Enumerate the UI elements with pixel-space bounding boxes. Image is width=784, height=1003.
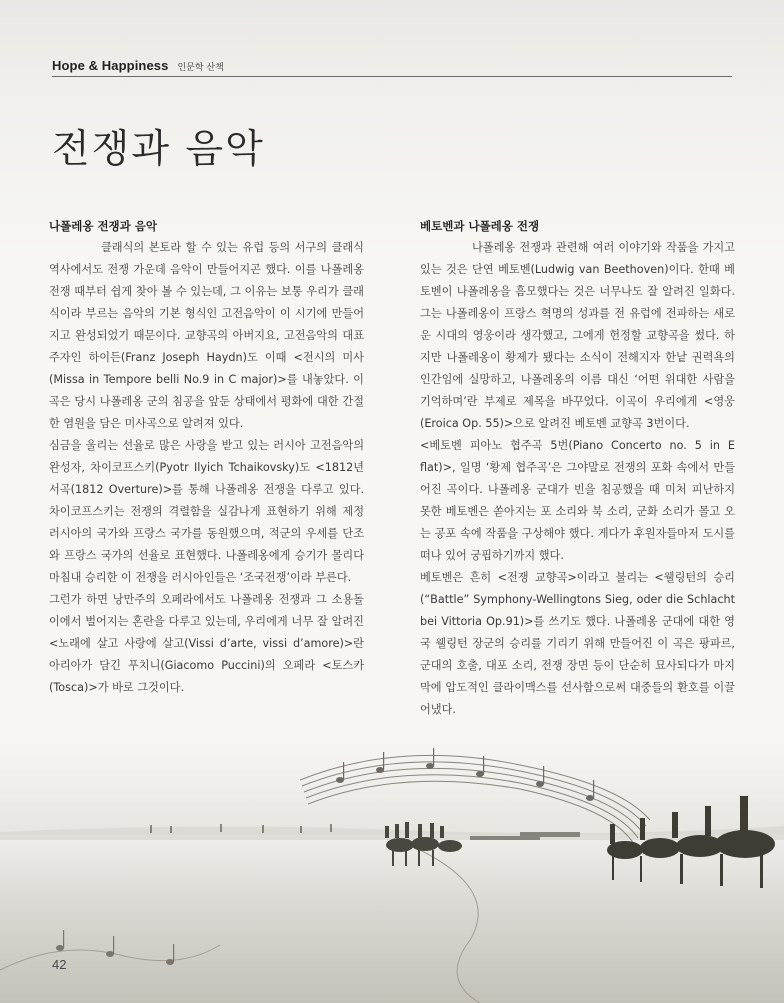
right-column — [420, 217, 735, 721]
left-column — [49, 217, 364, 699]
paragraph: 클래식의 본토라 할 수 있는 유럽 등의 서구의 클래식 역사에서도 전쟁 가운데 음악이 만들어지곤 했다. 이를 나폴레옹 전쟁 때부터 쉽게 찾아 볼 수 있는데, 그 이유는 보통 우리가 클래식이라 부르는 음악의 기본 형식인 고전음악이 이 시기에 만들어지고 완성되었기 때문이다. 교향곡의 아버지요, 고전음악의 대표 주자인 하이든(Franz Joseph Haydn)도 이때 <전시의 미사(Missa in Tempore belli No.9 in C major)>를 내놓았다. 이 곡은 당시 나폴레옹 군의 침공을 앞둔 상태에서 평화에 대한 간절한 염원을 담은 미사곡으로 알려져 있다. — [49, 241, 364, 430]
paragraph: 그런가 하면 낭만주의 오페라에서도 나폴레옹 전쟁과 그 소용돌이에서 벌어지는 혼란을 다루고 있는데, 우리에게 너무 잘 알려진 <노래에 살고 사랑에 살고(Vissi d’arte, vissi d’amore)>란 아리아가 담긴 푸치니(Giacomo Puccini)의 오페라 <토스카(Tosca)>가 바로 그것이다. — [49, 593, 364, 694]
paragraph: 심금을 울리는 선율로 많은 사랑을 받고 있는 러시아 고전음악의 완성자, 차이코프스키(Pyotr Ilyich Tchaikovsky)도 <1812년 서곡(1812 Overture)>를 통해 나폴레옹 전쟁을 다루고 있다. 차이코프스키는 전쟁의 격렬함을 실감나게 표현하기 위해 제정 러시아의 국가와 프랑스 국가를 동원했으며, 적군의 우세를 단조와 프랑스 국가의 선율로 표현했다. 나폴레옹에게 승기가 몰리다 마침내 승리한 이 전쟁을 러시아인들은 ‘조국전쟁’이라 부른다. — [49, 439, 364, 584]
magazine-title: Hope & Happiness — [52, 58, 169, 73]
left-column-heading: 나폴레옹 전쟁과 음악 — [49, 219, 157, 233]
article-title: 전쟁과 음악 — [52, 127, 265, 172]
sky — [0, 740, 784, 840]
paragraph: 나폴레옹 전쟁과 관련해 여러 이야기와 작품을 가지고 있는 것은 단연 베토벤(Ludwig van Beethoven)이다. 한때 베토벤이 나폴레옹을 흠모했다는 것은 너무나도 잘 알려진 일화다. 그는 나폴레옹이 프랑스 혁명의 성과를 전 유럽에 전파하는 새로운 시대의 영웅이라 생각했고, 그에게 헌정할 교향곡을 썼다. 하지만 나폴레옹이 황제가 됐다는 소식이 전해지자 한낱 권력욕의 인간임에 실망하고, 나폴레옹의 이름 대신 ‘어떤 위대한 사람을 기억하며’란 부제로 제목을 바꾸었다. 이곡이 우리에게 <영웅(Eroica Op. 55)>으로 알려진 베토벤 교향곡 3번이다. — [420, 241, 735, 430]
header-divider — [52, 76, 732, 77]
right-column-heading: 베토벤과 나폴레옹 전쟁 — [420, 219, 540, 233]
paragraph: <베토벤 피아노 협주곡 5번(Piano Concerto no. 5 in E flat)>, 일명 ‘황제 협주곡’은 그야말로 전쟁의 포화 속에서 만들어진 곡이다. 나폴레옹 군대가 빈을 침공했을 때 미처 피난하지 못한 베토벤은 쏟아지는 포 소리와 북 소리, 군화 소리가 몰고 오는 공포 속에 작품을 구상해야 했다. 게다가 후원자들마저 도시를 떠나 있어 궁핍하기까지 했다. — [420, 439, 735, 562]
page-number: 42 — [52, 957, 67, 972]
page-header — [52, 58, 224, 73]
paragraph: 베토벤은 흔히 <전쟁 교향곡>이라고 불리는 <웰링턴의 승리(“Battle” Symphony-Wellingtons Sieg, oder die Schlacht bei Vittoria Op.91)>를 쓰기도 했다. 나폴레옹 군대에 대한 영국 웰링턴 장군의 승리를 기리기 위해 만들어진 이 곡은 팡파르, 군대의 호출, 대포 소리, 전쟁 장면 등이 단순히 묘사되다가 마지막에 압도적인 클라이맥스를 선사함으로써 대중들의 환호를 이끌어냈다. — [420, 571, 735, 716]
section-label: 인문학 산책 — [177, 63, 224, 73]
battle-illustration — [0, 740, 784, 1003]
